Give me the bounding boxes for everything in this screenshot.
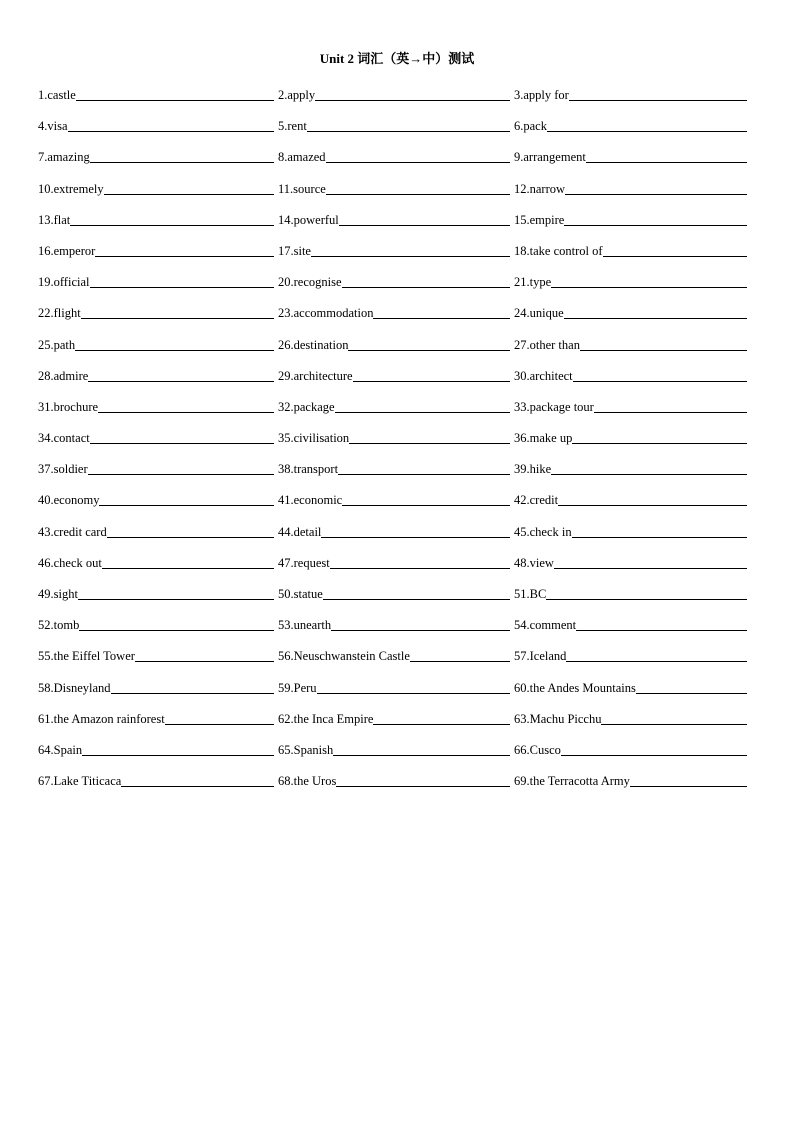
vocab-term: 61.the Amazon rainforest (38, 711, 165, 726)
vocab-item (514, 86, 747, 103)
answer-blank[interactable] (561, 742, 747, 756)
answer-blank[interactable] (104, 181, 274, 195)
vocab-item (278, 148, 510, 165)
vocab-item (278, 429, 510, 446)
vocab-item (38, 180, 274, 197)
answer-blank[interactable] (353, 368, 510, 382)
vocab-term: 26.destination (278, 337, 349, 352)
vocab-row (38, 304, 747, 335)
vocab-term: 51.BC (514, 587, 547, 601)
answer-blank[interactable] (551, 274, 747, 288)
vocab-item (38, 86, 274, 103)
vocab-term: 13.flat (38, 212, 71, 227)
vocab-term: 12.narrow (514, 181, 566, 196)
vocab-item (38, 242, 274, 259)
answer-blank[interactable] (75, 337, 274, 351)
vocab-row (38, 772, 747, 803)
answer-blank[interactable] (554, 555, 747, 569)
vocab-item (38, 304, 274, 321)
vocab-term: 57.Iceland (514, 649, 567, 664)
vocab-term: 35.civilisation (278, 431, 350, 446)
answer-blank[interactable] (547, 118, 747, 132)
vocab-row (38, 616, 747, 647)
vocab-term: 41.economic (278, 493, 343, 508)
vocab-term: 67.Lake Titicaca (38, 774, 122, 789)
vocab-term: 25.path (38, 337, 76, 352)
answer-blank[interactable] (551, 461, 747, 475)
vocab-term: 53.unearth (278, 618, 332, 633)
vocab-term: 43.credit card (38, 524, 107, 539)
answer-blank[interactable] (68, 118, 274, 132)
vocab-term: 16.emperor (38, 243, 96, 258)
answer-blank[interactable] (572, 430, 747, 444)
vocab-row (38, 554, 747, 585)
vocab-term: 44.detail (278, 524, 322, 539)
vocab-term: 3.apply for (514, 88, 569, 102)
vocab-term: 48.view (514, 555, 554, 570)
vocab-item (38, 585, 274, 602)
vocab-term: 9.arrangement (514, 150, 586, 165)
answer-blank[interactable] (165, 711, 274, 725)
vocab-item (38, 679, 274, 696)
answer-blank[interactable] (558, 492, 747, 506)
vocab-term: 58.Disneyland (38, 680, 111, 695)
vocab-term: 29.architecture (278, 368, 353, 383)
vocab-item (278, 117, 510, 134)
vocab-term: 8.amazed (278, 150, 326, 165)
vocab-item (514, 616, 747, 633)
vocab-row (38, 585, 747, 616)
answer-blank[interactable] (348, 337, 510, 351)
answer-blank[interactable] (373, 711, 510, 725)
vocab-term: 2.apply (278, 88, 316, 102)
vocab-item (38, 117, 274, 134)
answer-blank[interactable] (330, 555, 510, 569)
answer-blank[interactable] (70, 212, 274, 226)
vocab-term: 68.the Uros (278, 774, 337, 789)
answer-blank[interactable] (630, 773, 747, 787)
answer-blank[interactable] (349, 430, 510, 444)
answer-blank[interactable] (111, 680, 274, 694)
answer-blank[interactable] (315, 87, 510, 101)
vocab-item (278, 398, 510, 415)
vocab-grid (38, 86, 747, 803)
vocab-row (38, 741, 747, 772)
vocab-item (278, 554, 510, 571)
vocab-item (38, 398, 274, 415)
answer-blank[interactable] (90, 274, 275, 288)
vocab-item (514, 647, 747, 664)
answer-blank[interactable] (586, 149, 747, 163)
vocab-item (278, 460, 510, 477)
vocab-term: 39.hike (514, 462, 552, 477)
vocab-term: 24.unique (514, 306, 564, 321)
vocab-term: 14.powerful (278, 212, 339, 227)
vocab-term: 62.the Inca Empire (278, 711, 374, 726)
answer-blank[interactable] (576, 617, 747, 631)
answer-blank[interactable] (98, 399, 274, 413)
vocab-item (514, 336, 747, 353)
vocab-item (514, 211, 747, 228)
vocab-row (38, 273, 747, 304)
answer-blank[interactable] (88, 461, 274, 475)
vocab-item (38, 616, 274, 633)
vocab-item (278, 491, 510, 508)
answer-blank[interactable] (569, 87, 747, 101)
vocab-row (38, 710, 747, 741)
vocab-item (38, 273, 274, 290)
vocab-row (38, 398, 747, 429)
vocab-term: 50.statue (278, 587, 323, 601)
vocab-item (278, 273, 510, 290)
answer-blank[interactable] (135, 648, 274, 662)
answer-blank[interactable] (107, 524, 274, 538)
answer-blank[interactable] (307, 118, 510, 132)
answer-blank[interactable] (603, 243, 747, 257)
vocab-item (514, 460, 747, 477)
vocab-item (278, 741, 510, 758)
vocab-item (38, 523, 274, 540)
vocab-row (38, 460, 747, 491)
vocab-item (278, 304, 510, 321)
vocab-row (38, 523, 747, 554)
vocab-term: 28.admire (38, 368, 89, 383)
vocab-item (514, 273, 747, 290)
vocab-term: 49.sight (38, 587, 78, 601)
vocab-item (38, 554, 274, 571)
vocab-term: 42.credit (514, 493, 559, 508)
vocab-term: 34.contact (38, 431, 90, 446)
vocab-row (38, 211, 747, 242)
vocab-item (514, 398, 747, 415)
vocab-item (514, 772, 747, 789)
vocab-term: 56.Neuschwanstein Castle (278, 649, 410, 664)
vocab-item (38, 460, 274, 477)
vocab-term: 60.the Andes Mountains (514, 680, 636, 695)
vocab-item (38, 148, 274, 165)
vocab-row (38, 679, 747, 710)
vocab-term: 11.source (278, 181, 326, 196)
vocab-item (514, 180, 747, 197)
vocab-term: 4.visa (38, 119, 68, 134)
vocab-term: 10.extremely (38, 181, 104, 196)
vocab-term: 63.Machu Picchu (514, 711, 602, 726)
answer-blank[interactable] (333, 742, 510, 756)
answer-blank[interactable] (335, 399, 510, 413)
vocab-term: 38.transport (278, 462, 339, 477)
vocab-term: 5.rent (278, 119, 307, 134)
vocab-term: 22.flight (38, 306, 81, 321)
vocab-term: 65.Spanish (278, 742, 334, 757)
vocab-item (278, 679, 510, 696)
answer-blank[interactable] (580, 337, 747, 351)
vocab-item (278, 772, 510, 789)
vocab-term: 36.make up (514, 431, 573, 446)
vocab-item (514, 585, 747, 602)
vocab-row (38, 117, 747, 148)
vocab-item (514, 304, 747, 321)
vocab-item (38, 429, 274, 446)
vocab-row (38, 367, 747, 398)
vocab-term: 20.recognise (278, 275, 342, 290)
vocab-term: 32.package (278, 399, 335, 414)
vocab-item (514, 429, 747, 446)
answer-blank[interactable] (410, 648, 510, 662)
vocab-row (38, 242, 747, 273)
vocab-item (278, 616, 510, 633)
vocab-item (278, 523, 510, 540)
answer-blank[interactable] (81, 305, 274, 319)
vocab-item (38, 772, 274, 789)
answer-blank[interactable] (99, 492, 274, 506)
vocab-row (38, 429, 747, 460)
answer-blank[interactable] (566, 648, 747, 662)
vocab-term: 23.accommodation (278, 306, 374, 321)
answer-blank[interactable] (326, 149, 510, 163)
page-title: Unit 2 词汇（英→中）测试 (319, 51, 475, 66)
answer-blank[interactable] (594, 399, 747, 413)
vocab-item (38, 211, 274, 228)
vocab-item (278, 710, 510, 727)
answer-blank[interactable] (317, 680, 510, 694)
vocab-item (514, 741, 747, 758)
vocab-term: 69.the Terracotta Army (514, 774, 630, 789)
vocab-row (38, 86, 747, 117)
vocab-term: 18.take control of (514, 243, 603, 258)
answer-blank[interactable] (339, 212, 510, 226)
vocab-row (38, 180, 747, 211)
vocab-term: 33.package tour (514, 399, 594, 414)
answer-blank[interactable] (565, 181, 747, 195)
vocab-term: 46.check out (38, 555, 102, 570)
answer-blank[interactable] (90, 149, 274, 163)
vocab-item (38, 710, 274, 727)
vocab-item (514, 679, 747, 696)
vocab-item (278, 585, 510, 602)
vocab-term: 59.Peru (278, 680, 317, 695)
vocab-item (514, 242, 747, 259)
answer-blank[interactable] (323, 586, 510, 600)
answer-blank[interactable] (338, 461, 510, 475)
answer-blank[interactable] (601, 711, 747, 725)
vocab-term: 1.castle (38, 88, 76, 102)
vocab-item (278, 647, 510, 664)
vocab-item (278, 180, 510, 197)
vocab-item (514, 117, 747, 134)
vocab-item (38, 741, 274, 758)
answer-blank[interactable] (102, 555, 274, 569)
vocab-term: 19.official (38, 275, 90, 290)
vocab-item (38, 367, 274, 384)
vocab-row (38, 148, 747, 179)
answer-blank[interactable] (82, 742, 274, 756)
answer-blank[interactable] (95, 243, 274, 257)
vocab-item (514, 491, 747, 508)
answer-blank[interactable] (573, 368, 747, 382)
vocab-term: 40.economy (38, 493, 100, 508)
vocab-item (38, 647, 274, 664)
vocab-term: 55.the Eiffel Tower (38, 649, 135, 664)
vocab-item (278, 211, 510, 228)
vocab-term: 7.amazing (38, 150, 90, 165)
answer-blank[interactable] (326, 181, 510, 195)
vocab-item (514, 367, 747, 384)
answer-blank[interactable] (79, 617, 274, 631)
answer-blank[interactable] (78, 586, 274, 600)
answer-blank[interactable] (90, 430, 274, 444)
vocab-term: 6.pack (514, 119, 547, 134)
vocab-row (38, 647, 747, 678)
answer-blank[interactable] (564, 305, 747, 319)
vocab-item (278, 367, 510, 384)
vocab-term: 45.check in (514, 524, 572, 539)
vocab-item (514, 710, 747, 727)
vocab-term: 64.Spain (38, 742, 83, 757)
vocab-term: 30.architect (514, 368, 573, 383)
vocab-item (38, 491, 274, 508)
answer-blank[interactable] (373, 305, 510, 319)
vocab-term: 47.request (278, 555, 330, 570)
answer-blank[interactable] (336, 773, 510, 787)
vocab-term: 52.tomb (38, 618, 80, 633)
vocab-term: 54.comment (514, 618, 577, 633)
vocab-item (278, 242, 510, 259)
vocab-item (278, 86, 510, 103)
answer-blank[interactable] (311, 243, 510, 257)
vocab-row (38, 491, 747, 522)
vocab-term: 37.soldier (38, 462, 88, 477)
answer-blank[interactable] (76, 87, 274, 101)
vocab-term: 66.Cusco (514, 742, 561, 757)
vocab-term: 17.site (278, 243, 311, 258)
answer-blank[interactable] (88, 368, 274, 382)
answer-blank[interactable] (636, 680, 747, 694)
answer-blank[interactable] (572, 524, 747, 538)
answer-blank[interactable] (331, 617, 510, 631)
answer-blank[interactable] (342, 274, 510, 288)
vocab-term: 27.other than (514, 337, 580, 352)
vocab-item (514, 554, 747, 571)
vocab-row (38, 336, 747, 367)
vocab-item (514, 148, 747, 165)
vocab-item (38, 336, 274, 353)
answer-blank[interactable] (342, 492, 510, 506)
vocab-term: 15.empire (514, 212, 565, 227)
vocab-term: 21.type (514, 275, 552, 290)
answer-blank[interactable] (321, 524, 510, 538)
answer-blank[interactable] (564, 212, 747, 226)
vocab-item (278, 336, 510, 353)
vocab-item (514, 523, 747, 540)
answer-blank[interactable] (546, 586, 747, 600)
vocab-term: 31.brochure (38, 399, 99, 414)
answer-blank[interactable] (121, 773, 274, 787)
